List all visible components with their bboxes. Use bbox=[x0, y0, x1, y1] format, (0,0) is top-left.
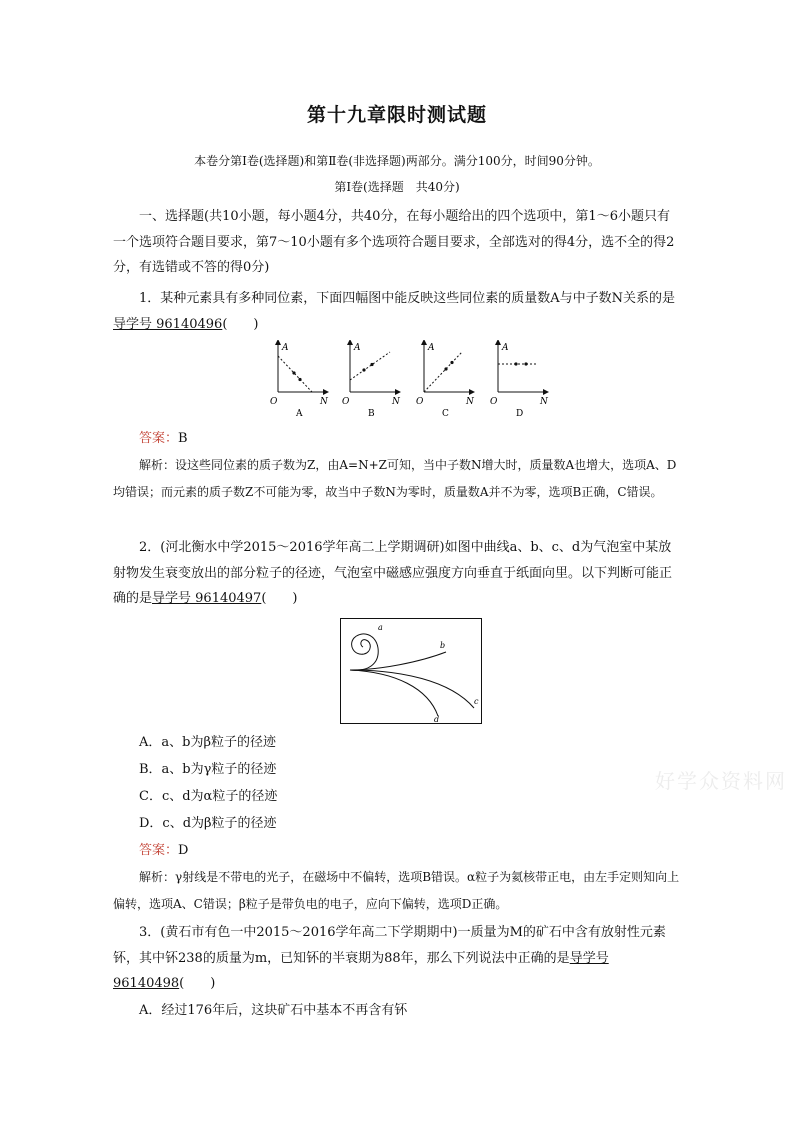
graph-b bbox=[342, 342, 401, 419]
graph-a-axis-y: A bbox=[282, 343, 289, 353]
graph-c-origin: O bbox=[416, 397, 424, 407]
graph-d bbox=[490, 342, 549, 419]
question-2 bbox=[113, 535, 681, 612]
curve-label-c: c bbox=[474, 697, 479, 706]
q1-answer-value: B bbox=[178, 431, 188, 446]
q2-stem bbox=[113, 535, 681, 612]
graph-c-axis-x: N bbox=[466, 397, 474, 407]
info-line: 本卷分第Ⅰ卷(选择题)和第Ⅱ卷(非选择题)两部分。满分100分，时间90分钟。 bbox=[194, 154, 600, 168]
section-intro-text: 一、选择题(共10小题，每小题4分，共40分，在每小题给出的四个选项中，第1～6小题只有一个选项符合题目要求，第7～10小题有多个选项符合题目要求，全部选对的得4分，选不全的得2分，有选错或不答的得0分) bbox=[113, 209, 675, 276]
q2-bubble-chamber-figure bbox=[340, 618, 482, 724]
q2-answer-label: 答案： bbox=[139, 843, 179, 858]
question-3 bbox=[113, 920, 681, 997]
q1-answer-label: 答案： bbox=[139, 431, 179, 446]
graph-c-line bbox=[424, 352, 462, 392]
graph-c-axis-y: A bbox=[428, 343, 435, 353]
q2-analysis-text bbox=[113, 864, 681, 918]
graph-b-axis-y: A bbox=[354, 343, 361, 353]
curve-label-a: a bbox=[378, 623, 383, 632]
q1-analysis bbox=[113, 452, 681, 506]
q1-answer bbox=[139, 428, 188, 450]
graph-d-axis-x: N bbox=[540, 397, 548, 407]
graph-d-origin: O bbox=[490, 397, 498, 407]
graph-c-label: C bbox=[442, 409, 449, 419]
graph-d-axis-y: A bbox=[502, 343, 509, 353]
q2-choice-a: A．a、b为β粒子的径迹 bbox=[139, 735, 276, 750]
section-intro bbox=[113, 204, 681, 281]
question-1 bbox=[113, 286, 681, 337]
q2-analysis-label: 解析： bbox=[139, 870, 176, 884]
q2-choice-c: C．c、d为α粒子的径迹 bbox=[139, 789, 278, 804]
q3-code-link[interactable]: 导学号 96140498 bbox=[113, 950, 609, 992]
graph-b-label: B bbox=[368, 409, 375, 419]
part1-heading: 第Ⅰ卷(选择题 共40分) bbox=[334, 180, 460, 194]
graph-a bbox=[270, 342, 329, 419]
q2-answer bbox=[139, 840, 188, 862]
graph-b-axis-x: N bbox=[392, 397, 400, 407]
q2-answer-value: D bbox=[178, 843, 189, 858]
q2-analysis-body: γ射线是不带电的光子，在磁场中不偏转，选项B错误。α粒子为氦核带正电，由左手定则知向上偏转，选项A、C错误；β粒子是带负电的电子，应向下偏转，选项D正确。 bbox=[113, 870, 680, 911]
page-title: 第十九章限时测试题 bbox=[306, 104, 487, 126]
q2-code-link[interactable]: 导学号 96140497 bbox=[152, 591, 262, 607]
q3-stem-text: 3．(黄石市有色一中2015～2016学年高二下学期期中)一质量为M的矿石中含有放射性元素钚，其中钚238的质量为m，已知钚的半衰期为88年，那么下列说法中正确的是 bbox=[113, 925, 666, 966]
q1-analysis-body: 设这些同位素的质子数为Z，由A=N+Z可知，当中子数N增大时，质量数A也增大，选项A、D均错误；而元素的质子数Z不可能为零，故当中子数N为零时，质量数A并不为零，选项B正确，C错误。 bbox=[113, 458, 677, 499]
graph-b-line bbox=[350, 352, 390, 380]
q2-stem-text: 2．(河北衡水中学2015～2016学年高二上学期调研)如图中曲线a、b、c、d为气泡室中某放射物发生衰变放出的部分粒子的径迹，气泡室中磁感应强度方向垂直于纸面向里。以下判断可能正确的是 bbox=[113, 540, 673, 607]
curve-label-b: b bbox=[440, 641, 446, 650]
q3-stem bbox=[113, 920, 681, 997]
graph-d-label: D bbox=[516, 409, 524, 419]
q2-paren: ( ) bbox=[261, 591, 298, 607]
q1-graphs bbox=[268, 340, 558, 420]
q3-paren: ( ) bbox=[179, 976, 216, 992]
q1-paren: ( ) bbox=[222, 316, 259, 332]
q2-choice-d: D．c、d为β粒子的径迹 bbox=[139, 816, 277, 831]
curve-label-d: d bbox=[434, 715, 440, 724]
q1-code-link[interactable]: 导学号 96140496 bbox=[113, 316, 223, 332]
q1-analysis-text bbox=[113, 452, 681, 506]
q1-analysis-label: 解析： bbox=[139, 458, 176, 472]
q1-stem bbox=[113, 286, 681, 337]
graph-a-origin: O bbox=[270, 397, 278, 407]
graph-a-axis-x: N bbox=[320, 397, 328, 407]
graph-a-label: A bbox=[296, 409, 303, 419]
graph-b-origin: O bbox=[342, 397, 350, 407]
graph-c bbox=[416, 342, 475, 419]
q3-choice-a: A．经过176年后，这块矿石中基本不再含有钚 bbox=[139, 1003, 408, 1018]
q2-analysis bbox=[113, 864, 681, 918]
q2-choice-b: B．a、b为γ粒子的径迹 bbox=[139, 762, 277, 777]
watermark: 好学众资料网 bbox=[655, 769, 787, 793]
q1-stem-text: 1．某种元素具有多种同位素，下面四幅图中能反映这些同位素的质量数A与中子数N关系的是 bbox=[139, 291, 676, 306]
